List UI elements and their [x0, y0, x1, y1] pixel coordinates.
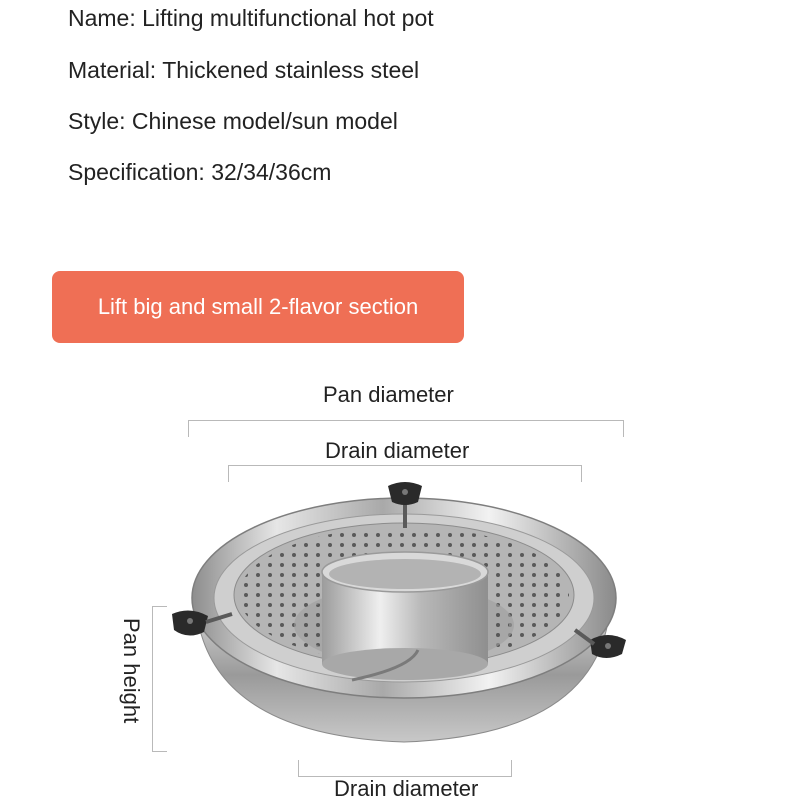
- spec-name-label: Name:: [68, 5, 136, 31]
- drain-diameter-bottom-label: Drain diameter: [334, 776, 479, 801]
- pan-diameter-label: Pan diameter: [323, 382, 454, 407]
- drain-diameter-top-label: Drain diameter: [325, 438, 470, 463]
- spec-name-value: Lifting multifunctional hot pot: [142, 5, 434, 31]
- spec-specification-label: Specification:: [68, 159, 205, 185]
- spec-material-label: Material:: [68, 57, 157, 83]
- feature-banner-text: Lift big and small 2-flavor section: [97, 294, 419, 319]
- pan-height-label: Pan height: [119, 618, 144, 724]
- inner-cylinder-opening: [329, 559, 481, 589]
- spec-specification-value: 32/34/36cm: [211, 159, 332, 185]
- spec-material-value: Thickened stainless steel: [162, 57, 420, 83]
- spec-style-value: Chinese model/sun model: [131, 108, 398, 134]
- spec-style-label: Style:: [68, 108, 126, 134]
